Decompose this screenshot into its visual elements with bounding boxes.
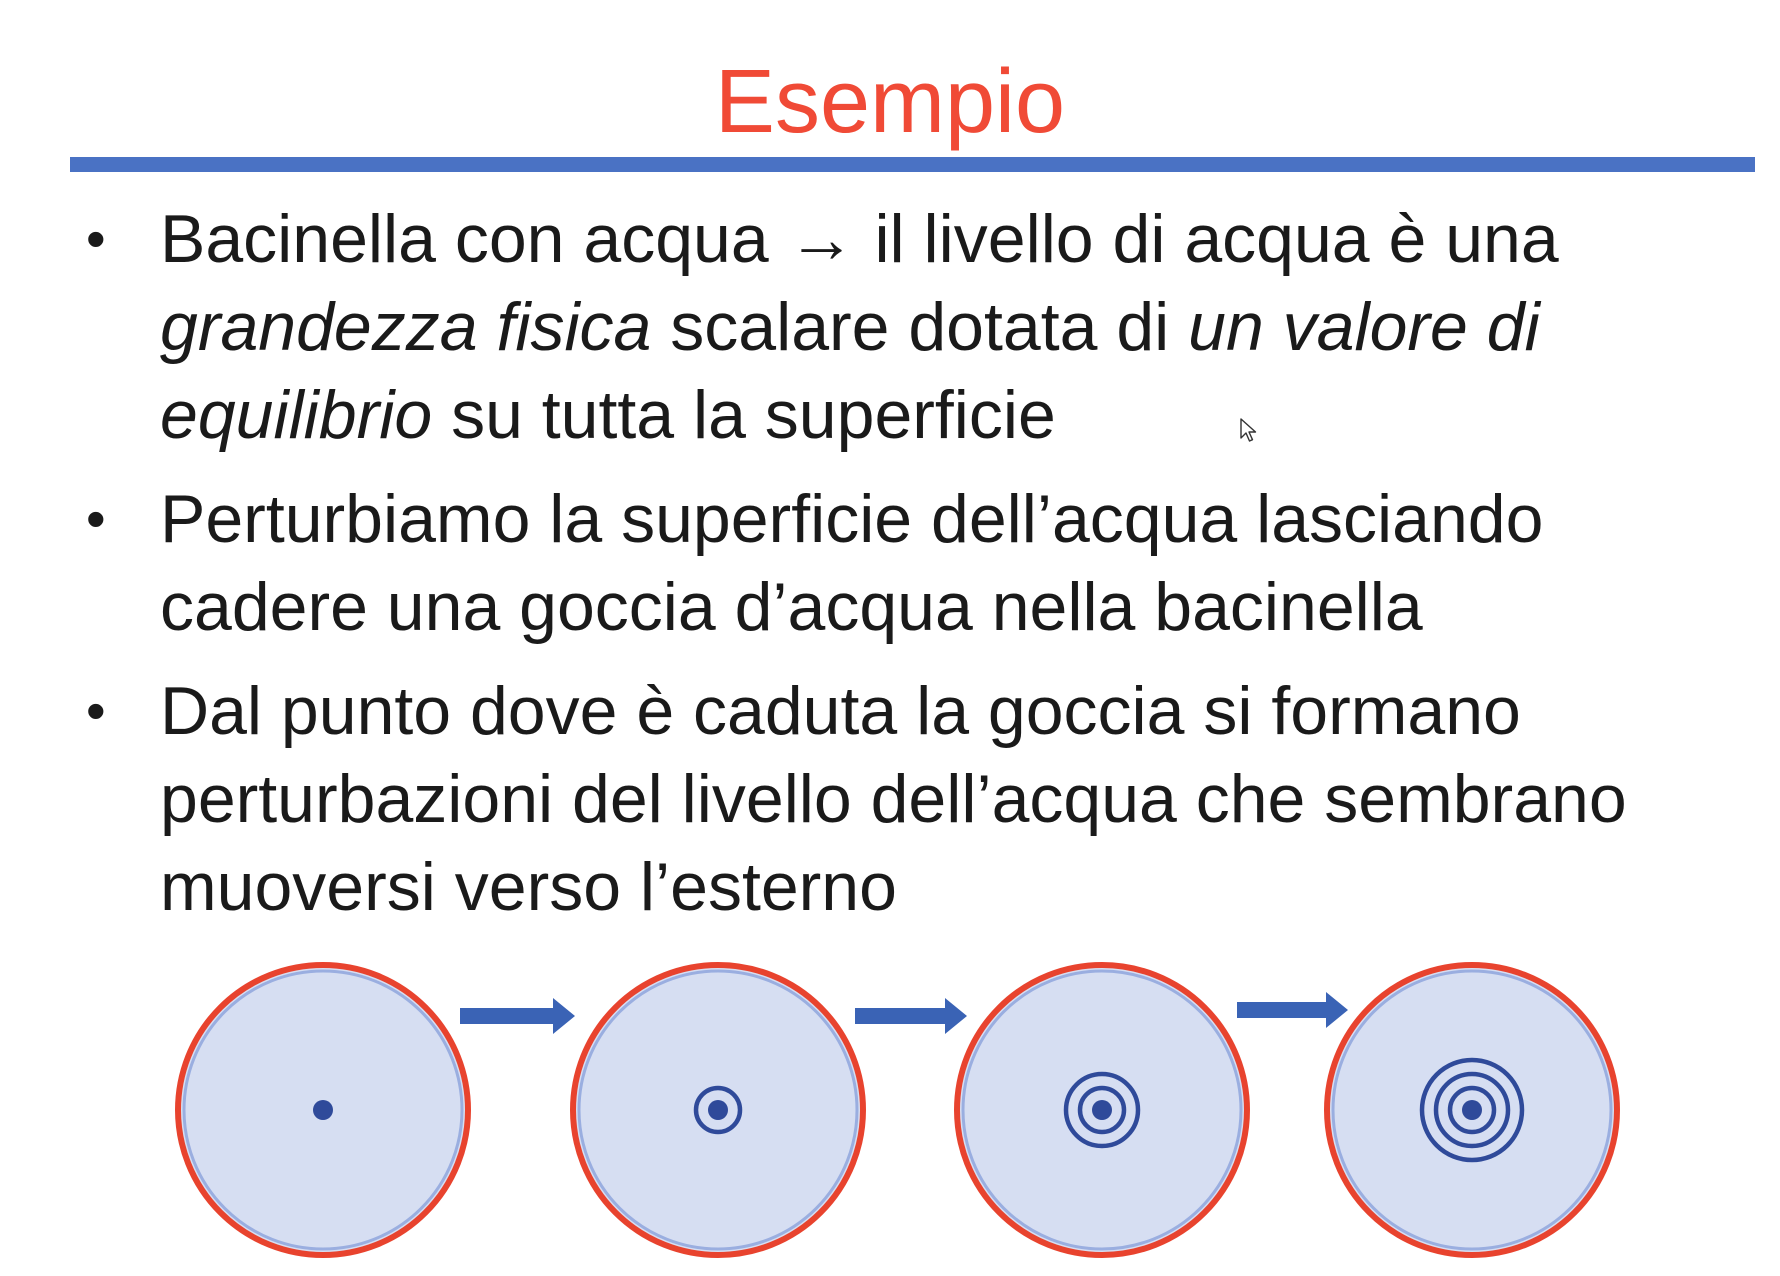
bullet-item-2 <box>78 475 1758 651</box>
slide-title: Esempio <box>714 52 1066 152</box>
bullet-2-line-2: cadere una goccia d’acqua nella bacinella <box>160 569 1423 645</box>
bullet-3-line-3: muoversi verso l’esterno <box>160 849 897 925</box>
bullet-dot-icon: • <box>86 487 106 550</box>
bullet-item-1 <box>78 195 1758 459</box>
title-divider <box>70 157 1755 172</box>
drop-1 <box>313 1100 333 1120</box>
ripple-diagram <box>0 950 1780 1270</box>
mouse-pointer-icon <box>1240 418 1258 444</box>
bullet-2-line-1: Perturbiamo la superficie dell’acqua lasciando <box>160 481 1544 557</box>
drop-4 <box>1462 1100 1482 1120</box>
drop-3 <box>1092 1100 1112 1120</box>
right-arrow-icon-1 <box>460 998 575 1034</box>
bullet-1-line-3: equilibrio su tutta la superficie <box>160 377 1056 453</box>
drop-2 <box>708 1100 728 1120</box>
bullet-1-line-2: grandezza fisica scalare dotata di un valore di <box>160 289 1540 365</box>
right-arrow-icon-2 <box>855 998 967 1034</box>
bullet-dot-icon: • <box>86 679 106 742</box>
bullet-3-line-2: perturbazioni del livello dell’acqua che sembrano <box>160 761 1627 837</box>
bullet-item-3 <box>78 667 1758 931</box>
right-arrow-text: → <box>787 201 856 277</box>
bullet-3-line-1: Dal punto dove è caduta la goccia si formano <box>160 673 1521 749</box>
bullet-1-line-1: Bacinella con acqua → il livello di acqua è una <box>160 201 1559 277</box>
bullet-dot-icon: • <box>86 207 106 270</box>
right-arrow-icon-3 <box>1237 992 1348 1028</box>
bullet-list <box>78 195 1758 947</box>
